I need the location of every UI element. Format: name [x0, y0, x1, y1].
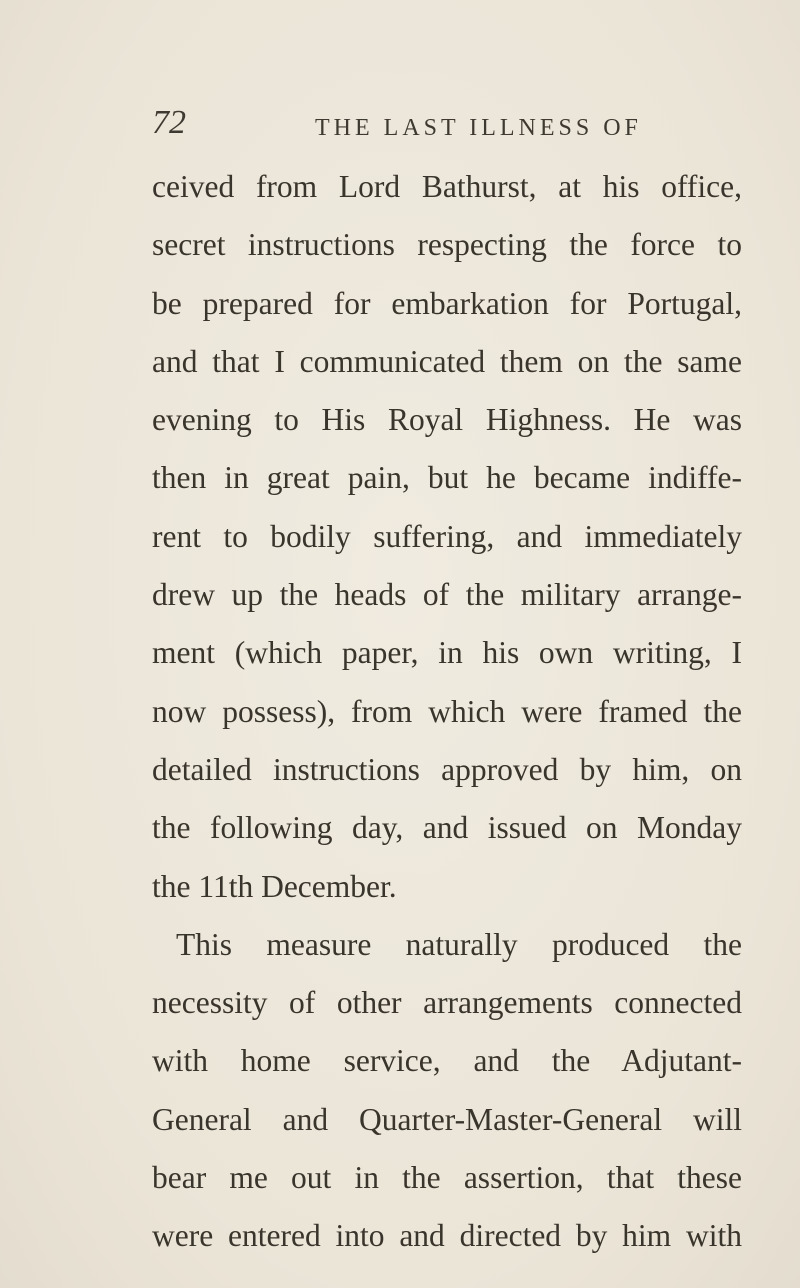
- text-line: then in great pain, but he became indiffe-: [152, 460, 742, 496]
- body-text: [152, 158, 742, 1266]
- text-line: ceived from Lord Bathurst, at his office,: [152, 169, 742, 204]
- text-line: and that I communicated them on the same: [152, 343, 742, 379]
- text-line: were entered into and directed by him with: [152, 1218, 742, 1254]
- text-line: with home service, and the Adjutant-: [152, 1043, 742, 1079]
- text-line: detailed instructions approved by him, on: [152, 751, 742, 787]
- text-line-paragraph-start: This measure naturally produced the: [176, 926, 742, 962]
- text-line: necessity of other arrangements connected: [152, 985, 742, 1021]
- text-line-paragraph-end: the 11th December.: [152, 868, 397, 904]
- page-number: 72: [152, 104, 186, 141]
- text-line: now possess), from which were framed the: [152, 693, 742, 729]
- running-title: THE LAST ILLNESS OF: [315, 115, 642, 141]
- text-line: the following day, and issued on Monday: [152, 810, 742, 846]
- text-line: bear me out in the assertion, that these: [152, 1160, 742, 1196]
- running-head: [152, 106, 752, 146]
- text-line: secret instructions respecting the force to: [152, 227, 742, 263]
- text-line: evening to His Royal Highness. He was: [152, 402, 742, 438]
- text-line: drew up the heads of the military arrange-: [152, 577, 742, 613]
- text-line: General and Quarter-Master-General will: [152, 1101, 742, 1137]
- text-line: be prepared for embarkation for Portugal,: [152, 285, 742, 321]
- text-line: ment (which paper, in his own writing, I: [152, 635, 742, 671]
- text-line: rent to bodily suffering, and immediately: [152, 518, 742, 554]
